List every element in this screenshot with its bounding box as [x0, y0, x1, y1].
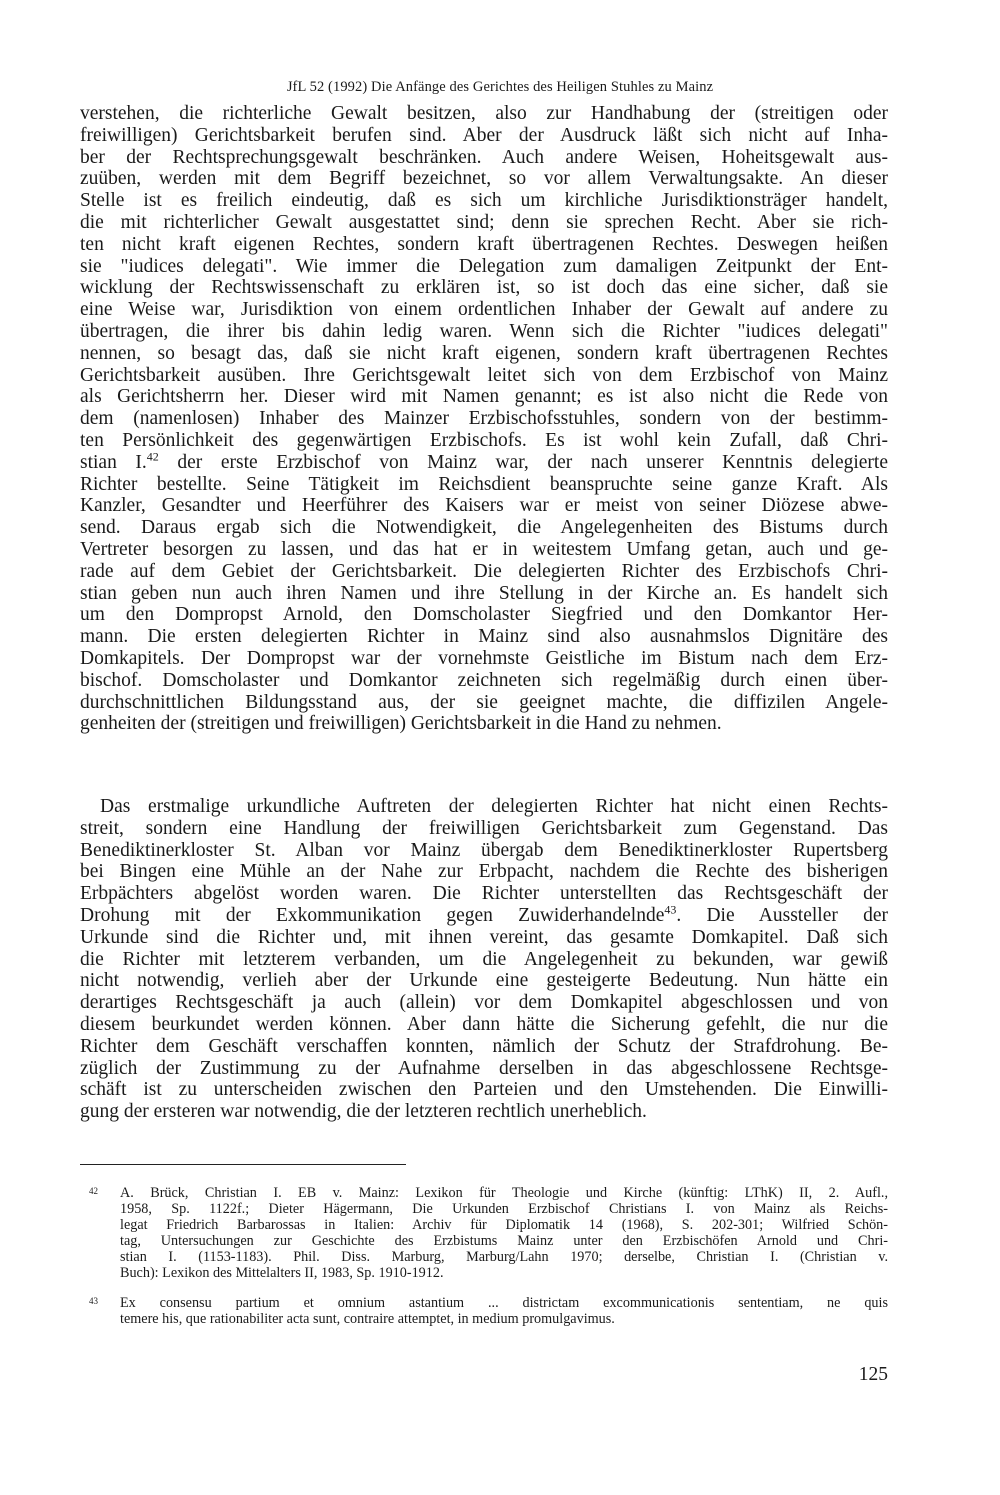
text-line: zuüben, werden mit dem Begriff bezeichnet, so vor allem Verwaltungsakte. An dieser: [80, 168, 888, 190]
footnote-number: 43: [89, 1296, 98, 1306]
text-line: eine Weise war, Jurisdiktion von einem ordentlichen Inhaber der Gewalt auf andere zu: [80, 299, 888, 321]
footnote-number: 42: [89, 1186, 98, 1196]
text-line: gung der ersteren war notwendig, die der letzteren rechtlich unerheblich.: [80, 1101, 647, 1123]
text-line: Richter bestellte. Seine Tätigkeit im Reichsdient beanspruchte seine ganze Kraft. Als: [80, 473, 888, 495]
text-fragment: Drohung mit der Exkommunikation gegen Zuwiderhandelnde: [80, 904, 665, 926]
footnote-line: Buch): Lexikon des Mittelalters II, 1983, Sp. 1910-1912.: [120, 1265, 444, 1281]
footnote-line: stian I. (1153-1183). Phil. Diss. Marburg, Marburg/Lahn 1970; derselbe, Christian I. (Christian v.: [120, 1249, 888, 1265]
text-line: mann. Die ersten delegierten Richter in Mainz sind also ausnahmslos Dignitäre des: [80, 626, 888, 648]
footnote-divider: [80, 1164, 406, 1165]
text-line: send. Daraus ergab sich die Notwendigkeit, die Angelegenheiten des Bistums durch: [80, 517, 888, 539]
footnote-ref-43[interactable]: 43: [664, 902, 677, 917]
footnote-line: legat Friedrich Barbarossas in Italien: Archiv für Diplomatik 14 (1968), S. 202-301; Wilfried Schön-: [120, 1217, 888, 1233]
running-head: JfL 52 (1992) Die Anfänge des Gerichtes des Heiligen Stuhles zu Mainz: [286, 79, 714, 95]
text-line: die Richter mit letzterem verbanden, um die Angelegenheit zu bekunden, war gewiß: [80, 948, 888, 970]
footnote-42: [80, 1185, 888, 1281]
text-line: stian geben nun auch ihren Namen und ihre Stellung in der Kirche an. Es handelt sich: [80, 582, 888, 604]
text-line: Das erstmalige urkundliche Auftreten der delegierten Richter hat nicht einen Rechts-: [100, 796, 888, 817]
text-line: übertragen, die ihrer bis dahin ledig waren. Wenn sich die Richter "iudices delegati": [80, 320, 888, 342]
text-line: Benediktinerkloster St. Alban vor Mainz übergab dem Benediktinerkloster Rupertsberg: [80, 839, 888, 861]
text-line: Urkunde sind die Richter und, mit ihnen vereint, das gesamte Domkapitel. Daß sich: [80, 926, 888, 948]
text-line: Vertreter besorgen zu lassen, und das hat er in weitestem Umfang getan, auch und ge-: [80, 538, 888, 560]
text-line: als Gerichtsherrn her. Dieser wird mit Namen genannt; es ist also nicht die Rede von: [80, 386, 888, 408]
text-line: ber der Rechtsprechungsgewalt beschränken. Auch andere Weisen, Hoheitsgewalt aus-: [80, 146, 888, 168]
text-line: durchschnittlichen Bildungsstand aus, der sie geeignet machte, die diffizilen Angele-: [80, 691, 888, 713]
text-line: züglich der Zustimmung zu der Aufnahme derselben in das abgeschlossene Rechtsge-: [80, 1057, 888, 1079]
text-line: streit, sondern eine Handlung der freiwilligen Gerichtsbarkeit zum Gegenstand. Das: [80, 817, 888, 839]
text-line: bei Bingen eine Mühle an der Nahe zur Erbpacht, nachdem die Rechte des bisherigen: [80, 861, 888, 883]
text-line: rade auf dem Gebiet der Gerichtsbarkeit. Die delegierten Richter des Erzbischofs Chri-: [80, 560, 888, 582]
text-line: dem (namenlosen) Inhaber des Mainzer Erzbischofsstuhles, sondern von der bestimm-: [80, 408, 888, 430]
footnote-line: tag, Untersuchungen zur Geschichte des Erzbistums Mainz unter den Erzbischöfen Arnold und Chri-: [120, 1233, 888, 1249]
text-line: nicht notwendig, verlieh aber der Urkunde eine gesteigerte Bedeutung. Nun hätte ein: [80, 970, 888, 992]
paragraph-2: [80, 796, 888, 1123]
footnote-line: A. Brück, Christian I. EB v. Mainz: Lexikon für Theologie und Kirche (künftig: LThK) II, 2. Aufl.,: [120, 1185, 888, 1201]
text-line-with-footnote-ref: [80, 902, 889, 927]
paragraph-1: [80, 103, 888, 735]
footnote-line: temere his, que rationabiliter acta sunt, contraire attemptet, in medium promulgavimus.: [120, 1311, 615, 1327]
text-line: Richter dem Geschäft verschaffen konnten, nämlich der Schutz der Strafdrohung. Be-: [80, 1035, 888, 1057]
text-line: Stelle ist es freilich eindeutig, daß es sich um kirchliche Jurisdiktionsträger handelt,: [80, 190, 888, 212]
text-line: Erbpächters abgelöst worden waren. Die Richter unterstellten das Rechtsgeschäft der: [80, 883, 888, 905]
text-line: diesem beurkundet werden können. Aber dann hätte die Sicherung gefehlt, die nur die: [80, 1013, 888, 1035]
footnote-line: Ex consensu partium et omnium astantium ... districtam excommunicationis sententiam, ne quis: [120, 1295, 888, 1311]
text-line: um den Dompropst Arnold, den Domscholaster Siegfried und den Domkantor Her-: [80, 604, 888, 626]
footnote-43: [80, 1295, 888, 1327]
page-number: 125: [858, 1364, 888, 1385]
text-line: die mit richterlicher Gewalt ausgestattet sind; denn sie sprechen Recht. Aber sie rich-: [80, 211, 888, 233]
text-line: genheiten der (streitigen und freiwilligen) Gerichtsbarkeit in die Hand zu nehmen.: [80, 713, 722, 735]
text-line: ten nicht kraft eigenen Rechtes, sondern kraft übertragenen Rechtes. Deswegen heißen: [80, 233, 888, 255]
text-fragment: . Die Aussteller der: [676, 904, 889, 926]
text-line: Kanzler, Gesandter und Heerführer des Kaisers war er meist von seiner Diözese abwe-: [80, 495, 888, 517]
text-line: derartiges Rechtsgeschäft ja auch (allein) vor dem Domkapitel abgeschlossen und von: [80, 992, 888, 1014]
text-line: Gerichtsbarkeit ausüben. Ihre Gerichtsgewalt leitet sich von dem Erzbischof von Mainz: [80, 364, 888, 386]
footnote-text: [120, 1185, 888, 1281]
text-fragment: der erste Erzbischof von Mainz war, der nach unserer Kenntnis delegierte: [177, 451, 889, 473]
text-line: sie "iudices delegati". Wie immer die Delegation zum damaligen Zeitpunkt der Ent-: [80, 255, 888, 277]
text-line: verstehen, die richterliche Gewalt besitzen, also zur Handhabung der (streitigen oder: [80, 103, 888, 124]
text-fragment: stian I.: [80, 451, 147, 473]
text-line: nennen, so besagt das, daß sie nicht kraft eigenen, sondern kraft übertragenen Rechtes: [80, 342, 888, 364]
text-line: Domkapitels. Der Dompropst war der vornehmste Geistliche im Bistum nach dem Erz-: [80, 647, 888, 669]
text-line: wicklung der Rechtswissenschaft zu erklären ist, so ist doch das eine sicher, daß sie: [80, 277, 888, 299]
footnote-line: 1958, Sp. 1122f.; Dieter Hägermann, Die Urkunden Erzbischof Christians I. von Mainz als Reichs-: [120, 1201, 888, 1217]
text-line: freiwilligen) Gerichtsbarkeit berufen sind. Aber der Ausdruck läßt sich nicht auf Inha-: [80, 124, 888, 146]
text-line: ten Persönlichkeit des gegenwärtigen Erzbischofs. Es ist wohl kein Zufall, daß Chri-: [80, 429, 888, 451]
footnote-ref-42[interactable]: 42: [146, 449, 159, 464]
footnote-text: [120, 1295, 888, 1327]
text-line-with-footnote-ref: [80, 449, 889, 474]
text-line: bischof. Domscholaster und Domkantor zeichneten sich regelmäßig durch einen über-: [80, 669, 888, 691]
text-line: schäft ist zu unterscheiden zwischen den Parteien und den Umstehenden. Die Einwilli-: [80, 1079, 888, 1101]
